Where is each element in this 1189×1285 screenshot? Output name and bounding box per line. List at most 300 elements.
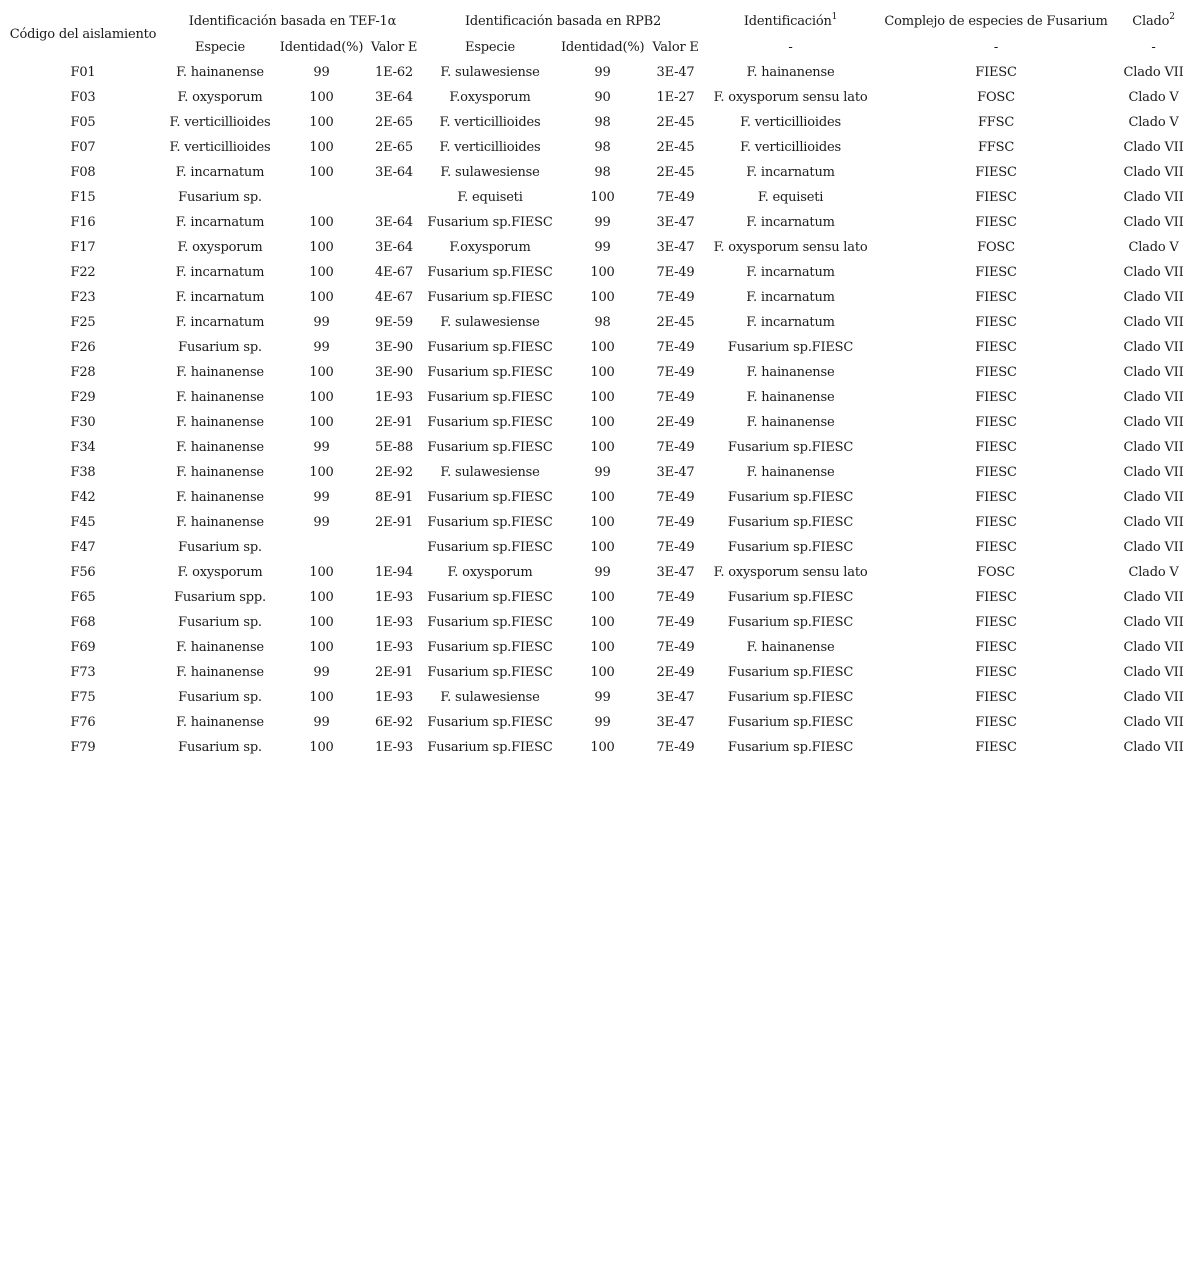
cell-clade: Clado VII xyxy=(1123,590,1184,605)
cell-complex: FIESC xyxy=(975,215,1017,230)
table-row xyxy=(0,85,1189,110)
cell-identification: Fusarium sp.FIESC xyxy=(727,690,854,705)
cell-tef-identity xyxy=(274,185,369,210)
cell-complex: FIESC xyxy=(975,315,1017,330)
table-row xyxy=(0,260,1189,285)
cell-tef-identity: 100 xyxy=(309,115,334,130)
header-isolate-code: Código del aislamiento xyxy=(9,26,157,42)
cell-identification: F. hainanense xyxy=(746,365,835,380)
cell-clade: Clado VII xyxy=(1123,640,1184,655)
cell-isolate-code: F76 xyxy=(70,715,96,730)
cell-clade: Clado VII xyxy=(1123,390,1184,405)
cell-rpb2-species: F. sulawesiense xyxy=(440,65,540,80)
cell-tef-identity: 99 xyxy=(313,665,330,680)
cell-identification: F. hainanense xyxy=(746,640,835,655)
cell-rpb2-evalue: 2E-45 xyxy=(656,165,695,180)
cell-identification: F. hainanense xyxy=(746,465,835,480)
cell-rpb2-evalue: 7E-49 xyxy=(656,615,695,630)
cell-isolate-code: F47 xyxy=(70,540,96,555)
table-row xyxy=(0,335,1189,360)
table-row xyxy=(0,610,1189,635)
cell-clade: Clado VII xyxy=(1123,665,1184,680)
cell-complex: FOSC xyxy=(977,565,1015,580)
table-row xyxy=(0,285,1189,310)
cell-tef-species: F. hainanense xyxy=(176,390,264,405)
header-tef-evalue: Valor E xyxy=(370,39,418,55)
cell-identification: Fusarium sp.FIESC xyxy=(727,540,854,555)
cell-identification: F. equiseti xyxy=(757,190,824,205)
header-clade-sub: - xyxy=(1151,39,1156,55)
table-row xyxy=(0,510,1189,535)
cell-rpb2-evalue: 7E-49 xyxy=(656,740,695,755)
cell-rpb2-species: Fusarium sp.FIESC xyxy=(427,440,553,455)
cell-tef-species: F. oxysporum xyxy=(177,565,263,580)
cell-tef-evalue: 4E-67 xyxy=(375,290,413,305)
cell-rpb2-identity: 98 xyxy=(594,140,611,155)
table-row xyxy=(0,160,1189,185)
cell-tef-identity xyxy=(274,535,369,560)
cell-rpb2-species: F. verticillioides xyxy=(439,140,541,155)
cell-tef-species: F. incarnatum xyxy=(175,315,265,330)
cell-rpb2-evalue: 2E-45 xyxy=(656,140,695,155)
header-clade xyxy=(1118,8,1189,34)
cell-tef-evalue: 1E-93 xyxy=(375,615,413,630)
header-rpb2-group: Identificación basada en RPB2 xyxy=(464,13,662,29)
cell-clade: Clado VII xyxy=(1123,65,1184,80)
cell-identification: Fusarium sp.FIESC xyxy=(727,665,854,680)
cell-rpb2-identity: 100 xyxy=(590,265,615,280)
cell-isolate-code: F17 xyxy=(70,240,96,255)
cell-tef-species: F. hainanense xyxy=(176,640,264,655)
cell-identification: Fusarium sp.FIESC xyxy=(727,340,854,355)
cell-tef-evalue: 4E-67 xyxy=(375,265,413,280)
cell-tef-identity: 100 xyxy=(309,390,334,405)
cell-rpb2-evalue: 7E-49 xyxy=(656,640,695,655)
table-row xyxy=(0,460,1189,485)
cell-rpb2-species: Fusarium sp.FIESC xyxy=(427,715,553,730)
cell-rpb2-evalue: 7E-49 xyxy=(656,540,695,555)
cell-tef-evalue: 2E-91 xyxy=(375,665,413,680)
cell-rpb2-species: Fusarium sp.FIESC xyxy=(427,340,553,355)
cell-clade: Clado VII xyxy=(1123,715,1184,730)
cell-rpb2-identity: 100 xyxy=(590,615,615,630)
cell-tef-species: Fusarium sp. xyxy=(178,540,262,555)
cell-isolate-code: F15 xyxy=(70,190,96,205)
header-tef-group: Identificación basada en TEF-1α xyxy=(188,13,397,29)
cell-tef-identity: 100 xyxy=(309,90,334,105)
cell-clade: Clado VII xyxy=(1123,515,1184,530)
cell-tef-identity: 99 xyxy=(313,515,330,530)
table-row xyxy=(0,410,1189,435)
header-rpb2-evalue: Valor E xyxy=(652,39,699,55)
cell-rpb2-species: F. oxysporum xyxy=(447,565,533,580)
cell-identification: Fusarium sp.FIESC xyxy=(727,590,854,605)
cell-clade: Clado VII xyxy=(1123,490,1184,505)
cell-tef-species: Fusarium spp. xyxy=(174,590,266,605)
cell-clade: Clado VII xyxy=(1123,215,1184,230)
cell-tef-evalue: 1E-93 xyxy=(375,590,413,605)
cell-complex: FIESC xyxy=(975,540,1017,555)
cell-clade: Clado V xyxy=(1128,565,1179,580)
table-row xyxy=(0,635,1189,660)
cell-rpb2-identity: 99 xyxy=(594,565,611,580)
table-row xyxy=(0,735,1189,760)
header-row-2 xyxy=(0,34,1189,60)
table-row xyxy=(0,660,1189,685)
cell-tef-evalue: 3E-64 xyxy=(375,240,413,255)
cell-tef-evalue: 1E-93 xyxy=(375,390,413,405)
cell-complex: FIESC xyxy=(975,490,1017,505)
table-row xyxy=(0,210,1189,235)
cell-tef-evalue: 8E-91 xyxy=(375,490,413,505)
cell-rpb2-species: Fusarium sp.FIESC xyxy=(427,490,553,505)
cell-clade: Clado VII xyxy=(1123,365,1184,380)
cell-identification: F. incarnatum xyxy=(746,315,835,330)
cell-tef-identity: 99 xyxy=(313,340,330,355)
cell-tef-evalue: 3E-64 xyxy=(375,90,413,105)
table-row xyxy=(0,235,1189,260)
cell-isolate-code: F69 xyxy=(70,640,96,655)
cell-rpb2-evalue: 7E-49 xyxy=(656,515,695,530)
cell-isolate-code: F42 xyxy=(70,490,96,505)
cell-rpb2-evalue: 3E-47 xyxy=(656,65,695,80)
cell-isolate-code: F05 xyxy=(70,115,96,130)
cell-clade: Clado VII xyxy=(1123,415,1184,430)
cell-tef-evalue: 2E-91 xyxy=(375,415,413,430)
cell-isolate-code: F28 xyxy=(70,365,96,380)
table-row xyxy=(0,435,1189,460)
cell-complex: FOSC xyxy=(977,240,1015,255)
cell-rpb2-identity: 100 xyxy=(590,415,615,430)
cell-rpb2-species: F. sulawesiense xyxy=(440,690,540,705)
cell-tef-identity: 100 xyxy=(309,365,334,380)
cell-clade: Clado V xyxy=(1128,115,1179,130)
cell-rpb2-identity: 99 xyxy=(594,690,611,705)
cell-tef-identity: 100 xyxy=(309,415,334,430)
cell-tef-evalue: 2E-65 xyxy=(375,115,413,130)
cell-rpb2-identity: 100 xyxy=(590,515,615,530)
cell-rpb2-evalue: 7E-49 xyxy=(656,365,695,380)
table-row xyxy=(0,385,1189,410)
cell-complex: FIESC xyxy=(975,190,1017,205)
cell-tef-evalue: 2E-65 xyxy=(375,140,413,155)
cell-tef-species: F. verticillioides xyxy=(169,115,271,130)
cell-rpb2-species: Fusarium sp.FIESC xyxy=(427,290,553,305)
cell-rpb2-evalue: 7E-49 xyxy=(656,190,695,205)
cell-rpb2-identity: 100 xyxy=(590,640,615,655)
table-header xyxy=(0,8,1189,60)
table-row xyxy=(0,60,1189,85)
cell-tef-evalue: 1E-93 xyxy=(375,640,413,655)
cell-tef-species: F. verticillioides xyxy=(169,140,271,155)
cell-rpb2-evalue: 2E-45 xyxy=(656,315,695,330)
header-clade-text: Clado xyxy=(1132,13,1170,29)
cell-identification: F. hainanense xyxy=(746,390,835,405)
cell-rpb2-identity: 99 xyxy=(594,465,611,480)
cell-complex: FIESC xyxy=(975,340,1017,355)
cell-rpb2-identity: 100 xyxy=(590,390,615,405)
cell-tef-species: F. hainanense xyxy=(176,415,264,430)
cell-identification: Fusarium sp.FIESC xyxy=(727,615,854,630)
cell-rpb2-species: Fusarium sp.FIESC xyxy=(427,515,553,530)
cell-rpb2-identity: 100 xyxy=(590,290,615,305)
cell-complex: FIESC xyxy=(975,690,1017,705)
cell-complex: FFSC xyxy=(977,140,1015,155)
cell-rpb2-evalue: 7E-49 xyxy=(656,490,695,505)
cell-tef-evalue: 1E-62 xyxy=(375,65,413,80)
cell-complex: FIESC xyxy=(975,515,1017,530)
cell-tef-identity: 100 xyxy=(309,640,334,655)
cell-tef-evalue: 1E-93 xyxy=(375,690,413,705)
cell-rpb2-identity: 100 xyxy=(590,540,615,555)
table-row xyxy=(0,110,1189,135)
cell-isolate-code: F23 xyxy=(70,290,96,305)
cell-rpb2-evalue: 7E-49 xyxy=(656,590,695,605)
cell-rpb2-species: Fusarium sp.FIESC xyxy=(427,665,553,680)
table-row xyxy=(0,585,1189,610)
cell-identification: F. incarnatum xyxy=(746,265,835,280)
cell-clade: Clado VII xyxy=(1123,740,1184,755)
cell-complex: FIESC xyxy=(975,440,1017,455)
cell-rpb2-evalue: 7E-49 xyxy=(656,440,695,455)
cell-tef-species: Fusarium sp. xyxy=(178,615,262,630)
cell-clade: Clado VII xyxy=(1123,615,1184,630)
header-identification xyxy=(707,8,874,34)
table-row xyxy=(0,560,1189,585)
cell-rpb2-evalue: 3E-47 xyxy=(656,690,695,705)
cell-rpb2-species: Fusarium sp.FIESC xyxy=(427,415,553,430)
cell-rpb2-species: Fusarium sp.FIESC xyxy=(427,615,553,630)
header-clade-footnote: 2 xyxy=(1169,11,1175,22)
cell-tef-identity: 100 xyxy=(309,615,334,630)
cell-rpb2-species: Fusarium sp.FIESC xyxy=(427,215,553,230)
cell-tef-species: F. hainanense xyxy=(176,715,264,730)
cell-rpb2-identity: 100 xyxy=(590,365,615,380)
cell-complex: FIESC xyxy=(975,715,1017,730)
cell-isolate-code: F73 xyxy=(70,665,96,680)
cell-complex: FIESC xyxy=(975,665,1017,680)
cell-tef-species: F. hainanense xyxy=(176,665,264,680)
cell-tef-species: Fusarium sp. xyxy=(178,190,262,205)
cell-rpb2-evalue: 3E-47 xyxy=(656,465,695,480)
cell-identification: F. oxysporum sensu lato xyxy=(713,565,868,580)
cell-tef-evalue: 3E-90 xyxy=(375,340,413,355)
cell-identification: Fusarium sp.FIESC xyxy=(727,440,854,455)
cell-tef-evalue: 2E-91 xyxy=(375,515,413,530)
cell-complex: FIESC xyxy=(975,365,1017,380)
cell-identification: Fusarium sp.FIESC xyxy=(727,740,854,755)
cell-isolate-code: F79 xyxy=(70,740,96,755)
cell-rpb2-species: F. verticillioides xyxy=(439,115,541,130)
cell-tef-identity: 99 xyxy=(313,715,330,730)
header-rpb2-species: Especie xyxy=(465,39,515,55)
cell-isolate-code: F08 xyxy=(70,165,96,180)
cell-rpb2-evalue: 7E-49 xyxy=(656,340,695,355)
cell-rpb2-identity: 100 xyxy=(590,740,615,755)
cell-rpb2-species: F. equiseti xyxy=(457,190,523,205)
cell-tef-evalue: 1E-93 xyxy=(375,740,413,755)
cell-rpb2-evalue: 1E-27 xyxy=(656,90,695,105)
cell-identification: Fusarium sp.FIESC xyxy=(727,490,854,505)
cell-complex: FIESC xyxy=(975,615,1017,630)
cell-tef-species: F. hainanense xyxy=(176,440,264,455)
cell-isolate-code: F01 xyxy=(70,65,96,80)
cell-identification: F. oxysporum sensu lato xyxy=(713,90,868,105)
cell-isolate-code: F25 xyxy=(70,315,96,330)
cell-tef-evalue: 5E-88 xyxy=(375,440,413,455)
header-complex: Complejo de especies de Fusarium xyxy=(884,13,1108,29)
cell-tef-species: F. hainanense xyxy=(176,65,264,80)
cell-tef-species: F. hainanense xyxy=(176,490,264,505)
cell-rpb2-species: F. sulawesiense xyxy=(440,465,540,480)
cell-clade: Clado VII xyxy=(1123,290,1184,305)
cell-rpb2-species: Fusarium sp.FIESC xyxy=(427,540,553,555)
table-row xyxy=(0,360,1189,385)
cell-rpb2-species: Fusarium sp.FIESC xyxy=(427,365,553,380)
cell-isolate-code: F34 xyxy=(70,440,96,455)
header-identification-text: Identificación xyxy=(743,13,832,29)
cell-tef-species: F. hainanense xyxy=(176,515,264,530)
cell-isolate-code: F56 xyxy=(70,565,96,580)
cell-tef-identity: 99 xyxy=(313,65,330,80)
cell-rpb2-identity: 100 xyxy=(590,190,615,205)
cell-complex: FIESC xyxy=(975,415,1017,430)
fusarium-identification-table xyxy=(0,8,1189,760)
cell-tef-species: F. incarnatum xyxy=(175,290,265,305)
cell-tef-evalue xyxy=(369,185,419,210)
cell-clade: Clado VII xyxy=(1123,165,1184,180)
cell-tef-evalue: 3E-90 xyxy=(375,365,413,380)
cell-complex: FIESC xyxy=(975,640,1017,655)
cell-rpb2-evalue: 7E-49 xyxy=(656,390,695,405)
cell-identification: F. verticillioides xyxy=(740,115,841,130)
cell-identification: F. hainanense xyxy=(746,415,835,430)
cell-tef-species: F. oxysporum xyxy=(177,90,263,105)
cell-complex: FFSC xyxy=(977,115,1015,130)
cell-clade: Clado VII xyxy=(1123,315,1184,330)
cell-tef-evalue: 1E-94 xyxy=(375,565,413,580)
cell-rpb2-species: F. sulawesiense xyxy=(440,315,540,330)
cell-tef-identity: 100 xyxy=(309,565,334,580)
cell-complex: FOSC xyxy=(977,90,1015,105)
cell-tef-identity: 99 xyxy=(313,490,330,505)
cell-tef-identity: 100 xyxy=(309,165,334,180)
cell-isolate-code: F65 xyxy=(70,590,96,605)
cell-tef-evalue: 3E-64 xyxy=(375,215,413,230)
cell-complex: FIESC xyxy=(975,590,1017,605)
table-row xyxy=(0,135,1189,160)
cell-identification: Fusarium sp.FIESC xyxy=(727,715,854,730)
header-identification-footnote: 1 xyxy=(831,11,838,22)
cell-rpb2-species: Fusarium sp.FIESC xyxy=(427,740,553,755)
header-row-1 xyxy=(0,8,1189,34)
cell-tef-evalue xyxy=(369,535,419,560)
cell-rpb2-evalue: 7E-49 xyxy=(656,265,695,280)
cell-identification: F. incarnatum xyxy=(746,215,835,230)
header-tef-species: Especie xyxy=(195,39,245,55)
fusarium-identification-table-wrapper xyxy=(0,8,1189,760)
cell-complex: FIESC xyxy=(975,290,1017,305)
cell-rpb2-evalue: 2E-49 xyxy=(656,665,695,680)
cell-tef-identity: 100 xyxy=(309,140,334,155)
cell-rpb2-evalue: 7E-49 xyxy=(656,290,695,305)
cell-clade: Clado VII xyxy=(1123,465,1184,480)
cell-isolate-code: F75 xyxy=(70,690,96,705)
cell-rpb2-evalue: 3E-47 xyxy=(656,715,695,730)
cell-rpb2-identity: 90 xyxy=(594,90,611,105)
table-row xyxy=(0,685,1189,710)
cell-clade: Clado VII xyxy=(1123,190,1184,205)
cell-tef-species: Fusarium sp. xyxy=(178,690,262,705)
cell-rpb2-evalue: 3E-47 xyxy=(656,565,695,580)
cell-tef-identity: 100 xyxy=(309,265,334,280)
cell-complex: FIESC xyxy=(975,390,1017,405)
cell-tef-evalue: 9E-59 xyxy=(375,315,413,330)
cell-identification: F. verticillioides xyxy=(740,140,841,155)
cell-complex: FIESC xyxy=(975,740,1017,755)
cell-identification: F. incarnatum xyxy=(746,290,835,305)
cell-isolate-code: F45 xyxy=(70,515,96,530)
cell-complex: FIESC xyxy=(975,265,1017,280)
cell-tef-species: Fusarium sp. xyxy=(178,340,262,355)
cell-isolate-code: F22 xyxy=(70,265,96,280)
cell-complex: FIESC xyxy=(975,165,1017,180)
cell-tef-species: F. hainanense xyxy=(176,465,264,480)
cell-isolate-code: F68 xyxy=(70,615,96,630)
cell-tef-identity: 100 xyxy=(309,465,334,480)
cell-tef-species: F. incarnatum xyxy=(175,265,265,280)
cell-tef-identity: 100 xyxy=(309,740,334,755)
cell-clade: Clado VII xyxy=(1123,690,1184,705)
cell-tef-evalue: 6E-92 xyxy=(375,715,413,730)
cell-tef-identity: 100 xyxy=(309,590,334,605)
cell-clade: Clado V xyxy=(1128,240,1179,255)
cell-rpb2-species: Fusarium sp.FIESC xyxy=(427,390,553,405)
cell-isolate-code: F26 xyxy=(70,340,96,355)
cell-tef-identity: 100 xyxy=(309,690,334,705)
header-complex-sub: - xyxy=(993,39,999,55)
cell-identification: F. hainanense xyxy=(746,65,835,80)
cell-rpb2-species: Fusarium sp.FIESC xyxy=(427,265,553,280)
cell-complex: FIESC xyxy=(975,465,1017,480)
cell-clade: Clado VII xyxy=(1123,440,1184,455)
cell-isolate-code: F07 xyxy=(70,140,96,155)
cell-tef-identity: 100 xyxy=(309,290,334,305)
cell-rpb2-identity: 100 xyxy=(590,340,615,355)
cell-clade: Clado VII xyxy=(1123,340,1184,355)
table-row xyxy=(0,485,1189,510)
table-body xyxy=(0,60,1189,760)
cell-rpb2-identity: 100 xyxy=(590,590,615,605)
cell-complex: FIESC xyxy=(975,65,1017,80)
cell-tef-species: F. oxysporum xyxy=(177,240,263,255)
cell-rpb2-species: F.oxysporum xyxy=(449,90,531,105)
cell-rpb2-identity: 100 xyxy=(590,665,615,680)
cell-identification: F. incarnatum xyxy=(746,165,835,180)
cell-rpb2-species: Fusarium sp.FIESC xyxy=(427,640,553,655)
cell-clade: Clado V xyxy=(1128,90,1179,105)
cell-rpb2-species: F.oxysporum xyxy=(449,240,531,255)
cell-rpb2-species: F. sulawesiense xyxy=(440,165,540,180)
header-rpb2-identity: Identidad(%) xyxy=(561,39,644,55)
header-identification-sub: - xyxy=(788,39,793,55)
cell-rpb2-identity: 98 xyxy=(594,115,611,130)
cell-identification: Fusarium sp.FIESC xyxy=(727,515,854,530)
cell-rpb2-evalue: 2E-49 xyxy=(656,415,695,430)
cell-isolate-code: F16 xyxy=(70,215,96,230)
cell-isolate-code: F38 xyxy=(70,465,96,480)
cell-rpb2-species: Fusarium sp.FIESC xyxy=(427,590,553,605)
